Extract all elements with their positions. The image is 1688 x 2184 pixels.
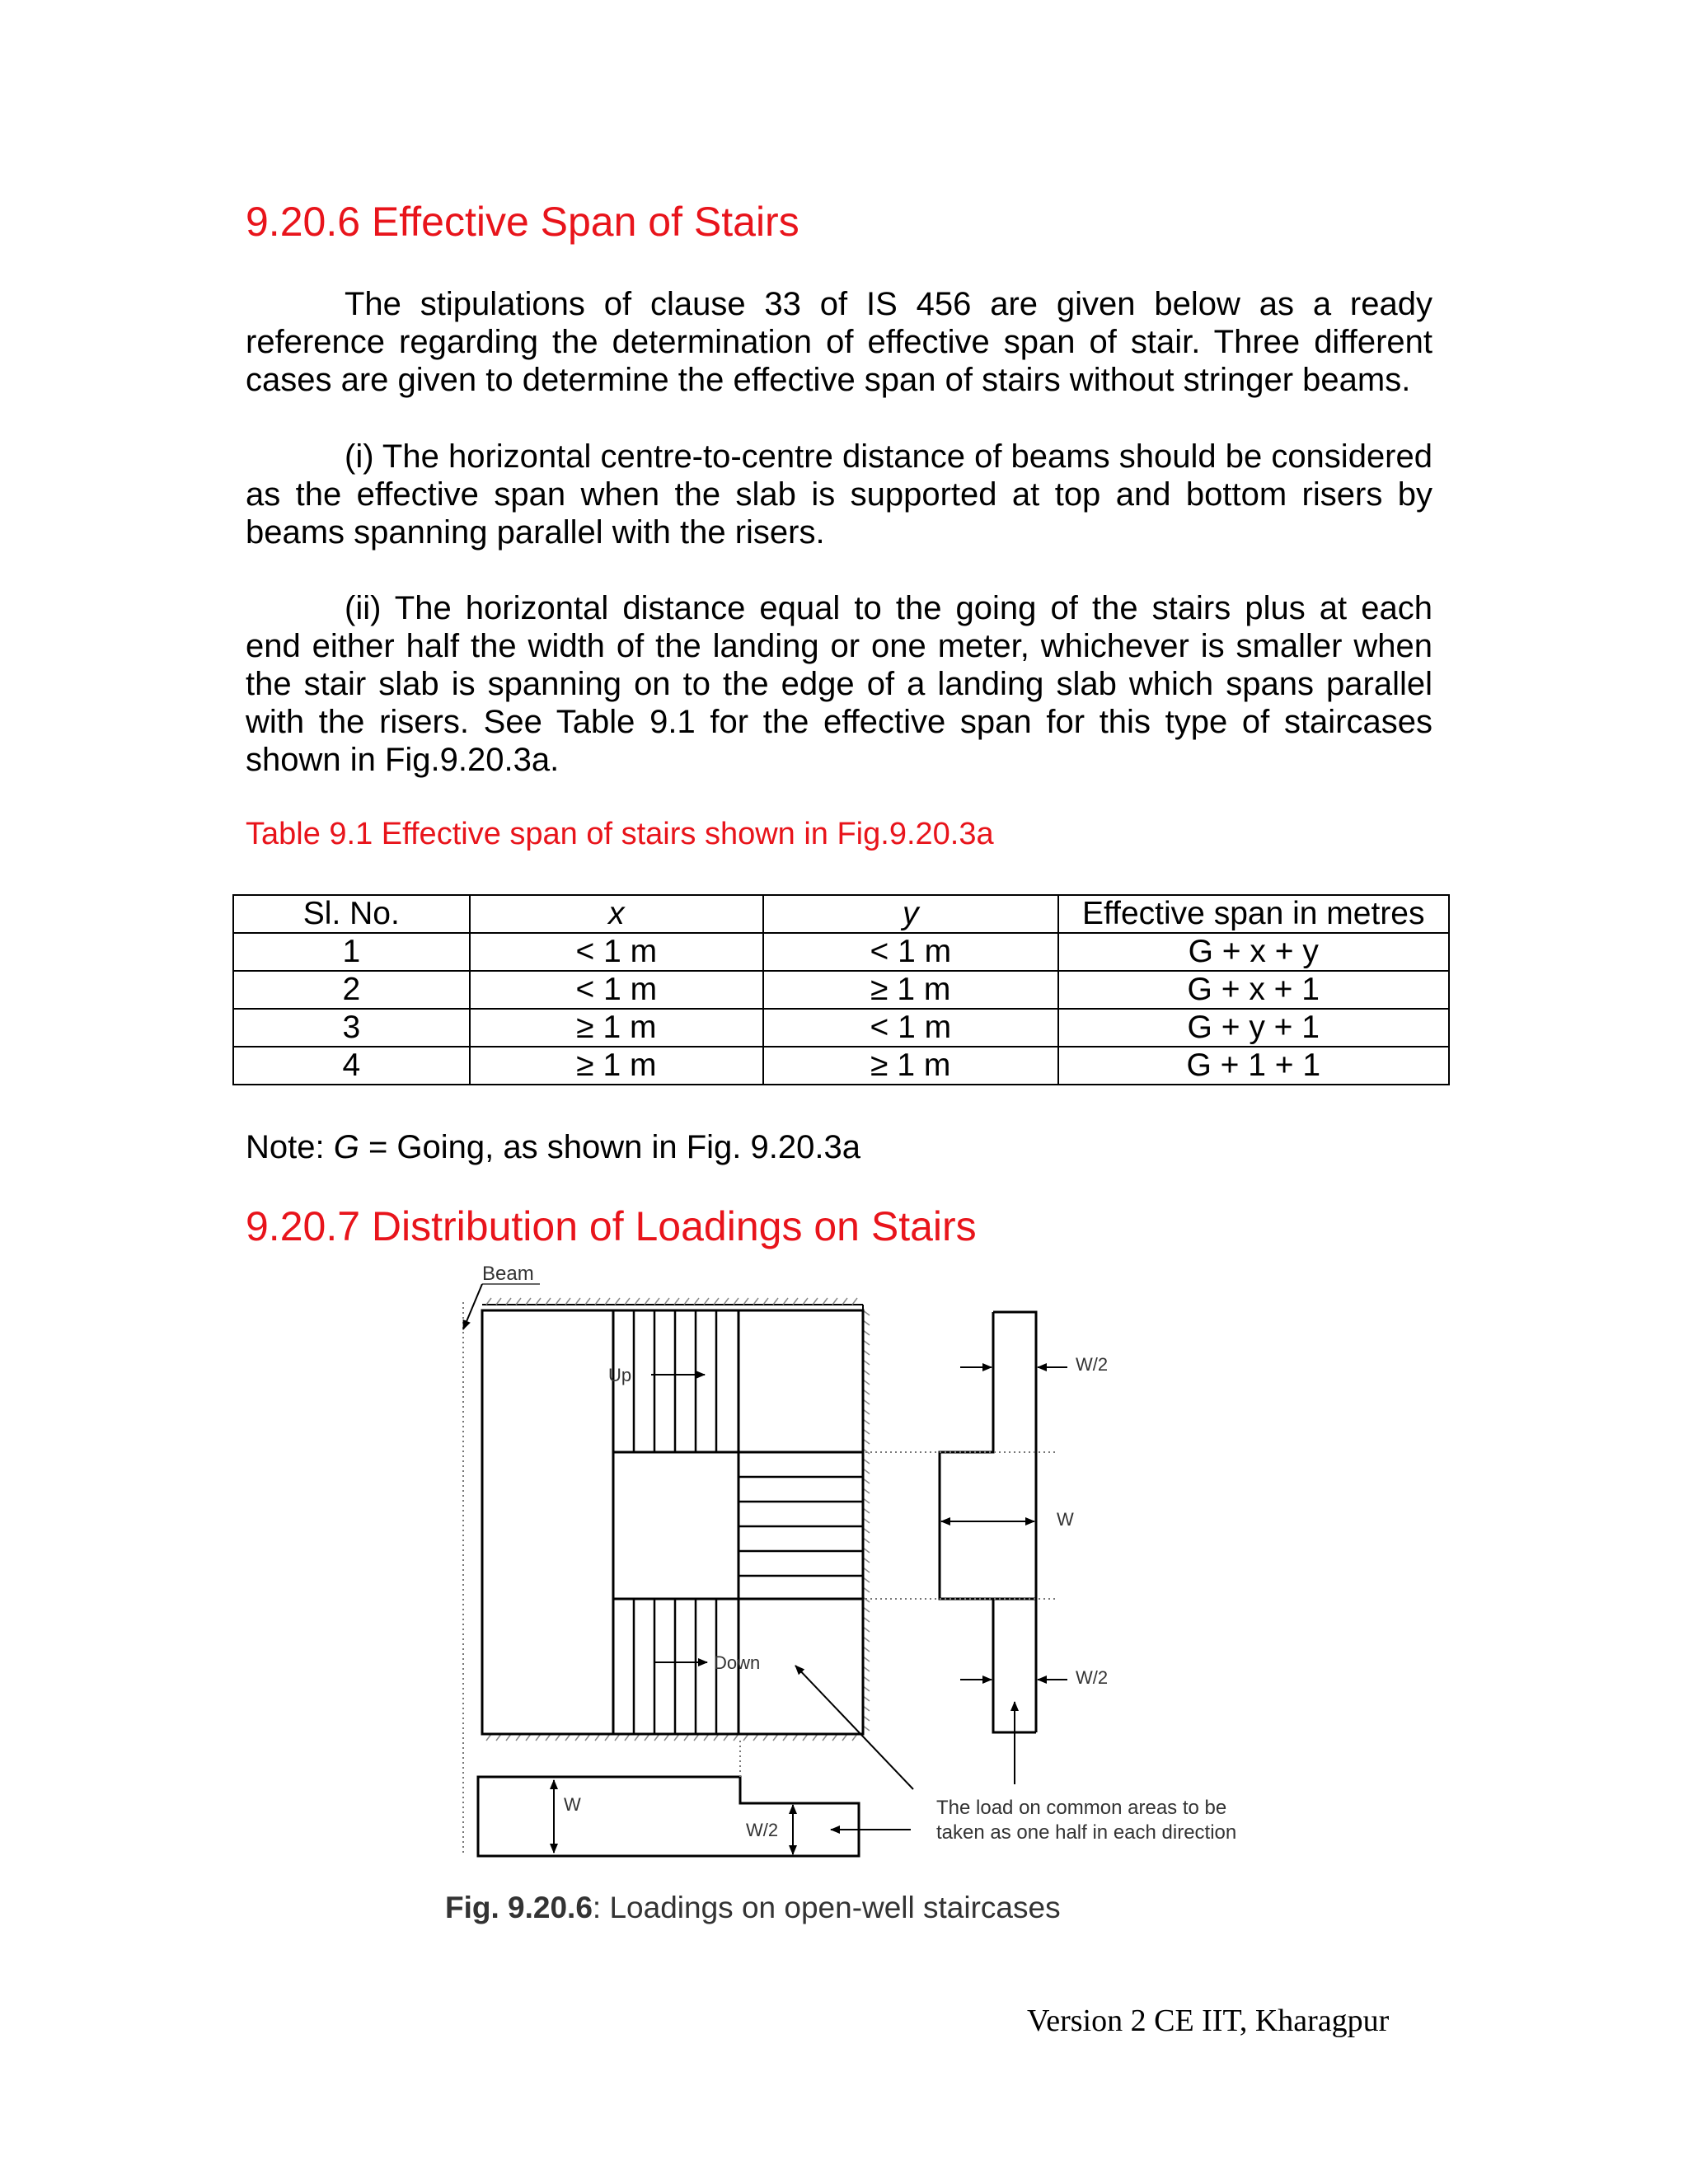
lower-flight-treads bbox=[634, 1599, 716, 1734]
note-text: = Going, as shown in Fig. 9.20.3a bbox=[359, 1129, 860, 1165]
cell-sl-no: 3 bbox=[233, 1009, 470, 1047]
cell-y: ≥ 1 m bbox=[763, 1047, 1057, 1085]
beam-pointer bbox=[463, 1284, 482, 1329]
w-half-left-label: W/2 bbox=[746, 1820, 779, 1840]
header-effective-span: Effective span in metres bbox=[1058, 895, 1449, 933]
effective-span-table bbox=[232, 894, 1450, 1085]
cell-effective-span: G + x + 1 bbox=[1058, 971, 1449, 1009]
figure-caption bbox=[445, 1891, 1061, 1924]
header-x: x bbox=[470, 895, 763, 933]
cell-y: ≥ 1 m bbox=[763, 971, 1057, 1009]
table-note bbox=[246, 1129, 860, 1166]
case-ii-paragraph: (ii) The horizontal distance equal to the going of the stairs plus at each end either half the width of the landing or one meter, whichever is smaller when the stair slab is spanning on to the edge of a landing slab which spans parallel with the risers. See Table 9.1 for the effective span for this type of staircases shown in Fig.9.20.3a. bbox=[246, 590, 1432, 778]
table-caption: Table 9.1 Effective span of stairs shown in Fig.9.20.3a bbox=[246, 817, 994, 851]
cell-sl-no: 4 bbox=[233, 1047, 470, 1085]
table-row bbox=[233, 1009, 1449, 1047]
note-pointer bbox=[795, 1666, 913, 1789]
table-row bbox=[233, 971, 1449, 1009]
w-mid-label: W bbox=[1057, 1509, 1074, 1530]
w-half-bottom-label: W/2 bbox=[1076, 1667, 1109, 1688]
section-heading-9-20-6: 9.20.6 Effective Span of Stairs bbox=[246, 199, 799, 245]
note-prefix: Note: bbox=[246, 1129, 334, 1165]
table-row bbox=[233, 933, 1449, 971]
bottom-load-diagram bbox=[478, 1777, 859, 1856]
cell-effective-span: G + 1 + 1 bbox=[1058, 1047, 1449, 1085]
cell-effective-span: G + y + 1 bbox=[1058, 1009, 1449, 1047]
cell-y: < 1 m bbox=[763, 1009, 1057, 1047]
beam-hatch-top bbox=[482, 1298, 863, 1305]
note-symbol: G bbox=[333, 1129, 359, 1165]
cell-x: < 1 m bbox=[470, 971, 763, 1009]
cell-y: < 1 m bbox=[763, 933, 1057, 971]
header-sl-no: Sl. No. bbox=[233, 895, 470, 933]
cell-sl-no: 1 bbox=[233, 933, 470, 971]
table-header-row bbox=[233, 895, 1449, 933]
figure-note-line-1: The load on common areas to be bbox=[936, 1797, 1227, 1819]
case-i-paragraph: (i) The horizontal centre-to-centre distance of beams should be considered as the effective span when the slab is supported at top and bottom risers by beams spanning parallel with the risers. bbox=[246, 438, 1432, 551]
page-footer: Version 2 CE IIT, Kharagpur bbox=[1027, 2004, 1390, 2038]
middle-flight-treads bbox=[738, 1477, 863, 1576]
cell-x: ≥ 1 m bbox=[470, 1047, 763, 1085]
open-well-staircase-figure bbox=[0, 1253, 1688, 1937]
intro-paragraph: The stipulations of clause 33 of IS 456 are given below as a ready reference regarding the determination of effective span of stair. Three different cases are given to determine the effective span of stairs without stringer beams. bbox=[246, 286, 1432, 398]
cell-x: ≥ 1 m bbox=[470, 1009, 763, 1047]
table-row bbox=[233, 1047, 1449, 1085]
w-left-label: W bbox=[564, 1794, 581, 1815]
figure-note-line-2: taken as one half in each direction bbox=[936, 1821, 1237, 1844]
header-y: y bbox=[763, 895, 1057, 933]
down-label: Down bbox=[714, 1652, 761, 1673]
beam-label: Beam bbox=[482, 1263, 534, 1285]
cell-sl-no: 2 bbox=[233, 971, 470, 1009]
figure-caption-bold: Fig. 9.20.6 bbox=[445, 1891, 593, 1924]
section-heading-9-20-7: 9.20.7 Distribution of Loadings on Stairs bbox=[246, 1203, 977, 1249]
up-label: Up bbox=[608, 1365, 632, 1385]
upper-flight-treads bbox=[634, 1310, 716, 1452]
cell-effective-span: G + x + y bbox=[1058, 933, 1449, 971]
figure-caption-text: : Loadings on open-well staircases bbox=[592, 1891, 1061, 1924]
w-half-top-label: W/2 bbox=[1076, 1354, 1109, 1375]
cell-x: < 1 m bbox=[470, 933, 763, 971]
